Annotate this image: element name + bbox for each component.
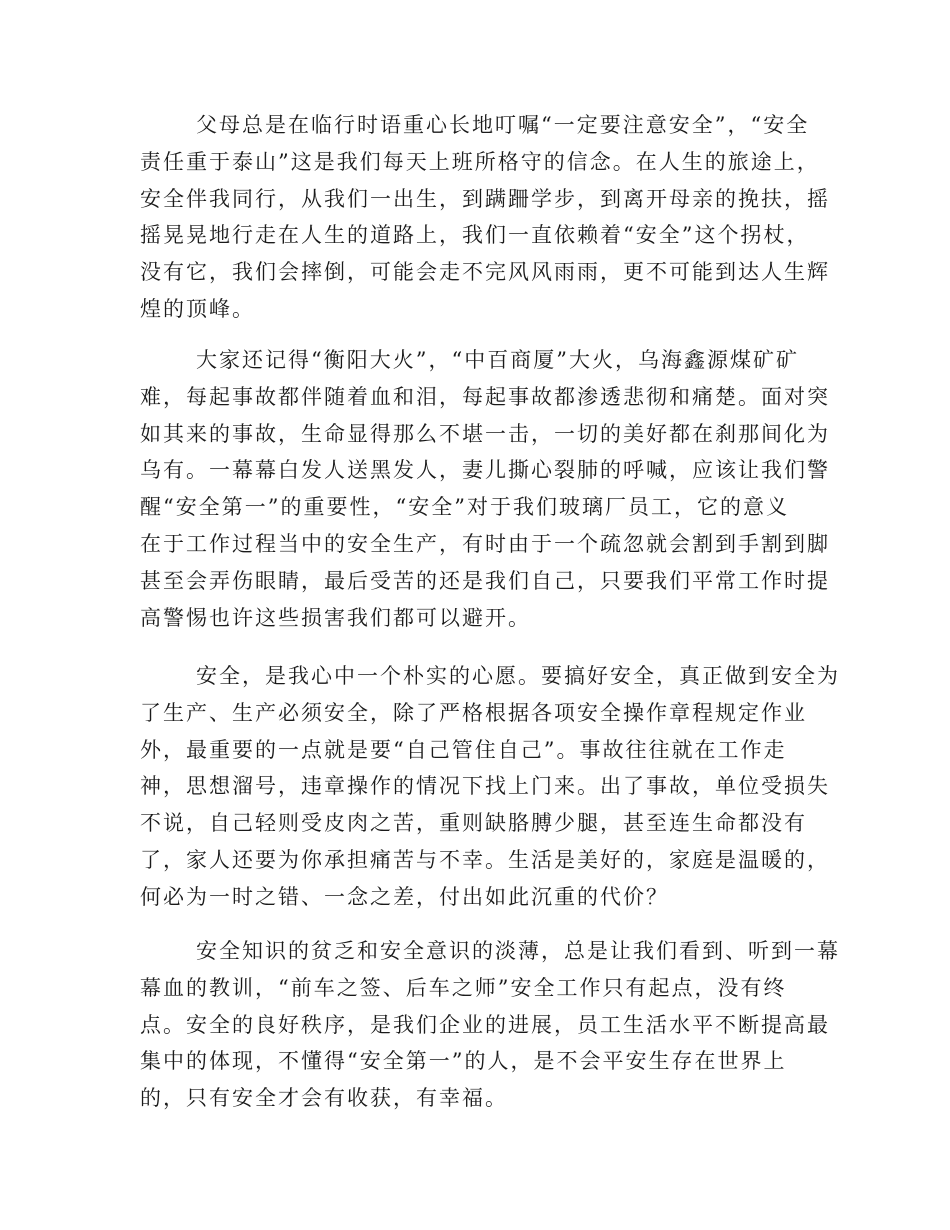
text-line: 没有它，我们会摔倒，可能会走不完风风雨雨，更不可能到达人生辉 (140, 260, 830, 285)
text-line: 安全知识的贫乏和安全意识的淡薄，总是让我们看到、听到一幕 (196, 939, 840, 963)
text-line: 何必为一时之错、一念之差，付出如此沉重的代价？ (140, 884, 669, 909)
text-line: 在于工作过程当中的安全生产，有时由于一个疏忽就会割到手割到脚 (140, 531, 830, 556)
paragraph-2 (140, 342, 830, 636)
text-line: 摇晃晃地行走在人生的道路上，我们一直依赖着“安全”这个拐杖， (140, 223, 810, 248)
paragraph-1 (140, 107, 830, 328)
text-line: 幕血的教训，“前车之签、后车之师”安全工作只有起点，没有终 (140, 975, 787, 1000)
text-line: 高警惕也许这些损害我们都可以避开。 (140, 605, 531, 630)
text-line: 煌的顶峰。 (140, 296, 255, 321)
text-line: 安全伴我同行，从我们一出生，到蹒跚学步，到离开母亲的挽扶，摇 (140, 186, 830, 211)
text-line: 了生产、生产必须安全，除了严格根据各项安全操作章程规定作业 (140, 700, 807, 725)
text-line: 难，每起事故都伴随着血和泪，每起事故都渗透悲彻和痛楚。面对突 (140, 384, 830, 409)
text-line: 如其来的事故，生命显得那么不堪一击，一切的美好都在刹那间化为 (140, 421, 830, 446)
text-line: 点。安全的良好秩序，是我们企业的进展，员工生活水平不断提高最 (140, 1012, 830, 1037)
text-line: 父母总是在临行时语重心长地叮嘱“一定要注意安全”，“安全 (196, 113, 810, 137)
paragraph-3 (140, 658, 840, 916)
text-line: 神，思想溜号，违章操作的情况下找上门来。出了事故，单位受损失 (140, 774, 830, 799)
text-line: 乌有。一幕幕白发人送黑发人，妻儿撕心裂肺的呼喊，应该让我们警 (140, 458, 830, 483)
text-line: 不说，自己轻则受皮肉之苦，重则缺胳膊少腿，甚至连生命都没有 (140, 811, 807, 836)
text-line: 责任重于泰山”这是我们每天上班所格守的信念。在人生的旅途上， (140, 149, 820, 174)
text-line: 醒“安全第一”的重要性，“安全”对于我们玻璃厂员工，它的意义 (140, 495, 789, 520)
text-line: 集中的体现，不懂得“安全第一”的人，是不会平安生存在世界上 (140, 1049, 787, 1074)
text-line: 大家还记得“衡阳大火”，“中百商厦”大火，乌海鑫源煤矿矿 (196, 348, 799, 372)
text-line: 外，最重要的一点就是要“自己管住自己”。事故往往就在工作走 (140, 737, 787, 762)
text-line: 甚至会弄伤眼睛，最后受苦的还是我们自己，只要我们平常工作时提 (140, 568, 830, 593)
text-line: 安全，是我心中一个朴实的心愿。要搞好安全，真正做到安全为 (196, 664, 840, 688)
paragraph-4 (140, 933, 840, 1117)
text-line: 的，只有安全才会有收获，有幸福。 (140, 1086, 508, 1111)
text-line: 了，家人还要为你承担痛苦与不幸。生活是美好的，家庭是温暖的， (140, 847, 830, 872)
